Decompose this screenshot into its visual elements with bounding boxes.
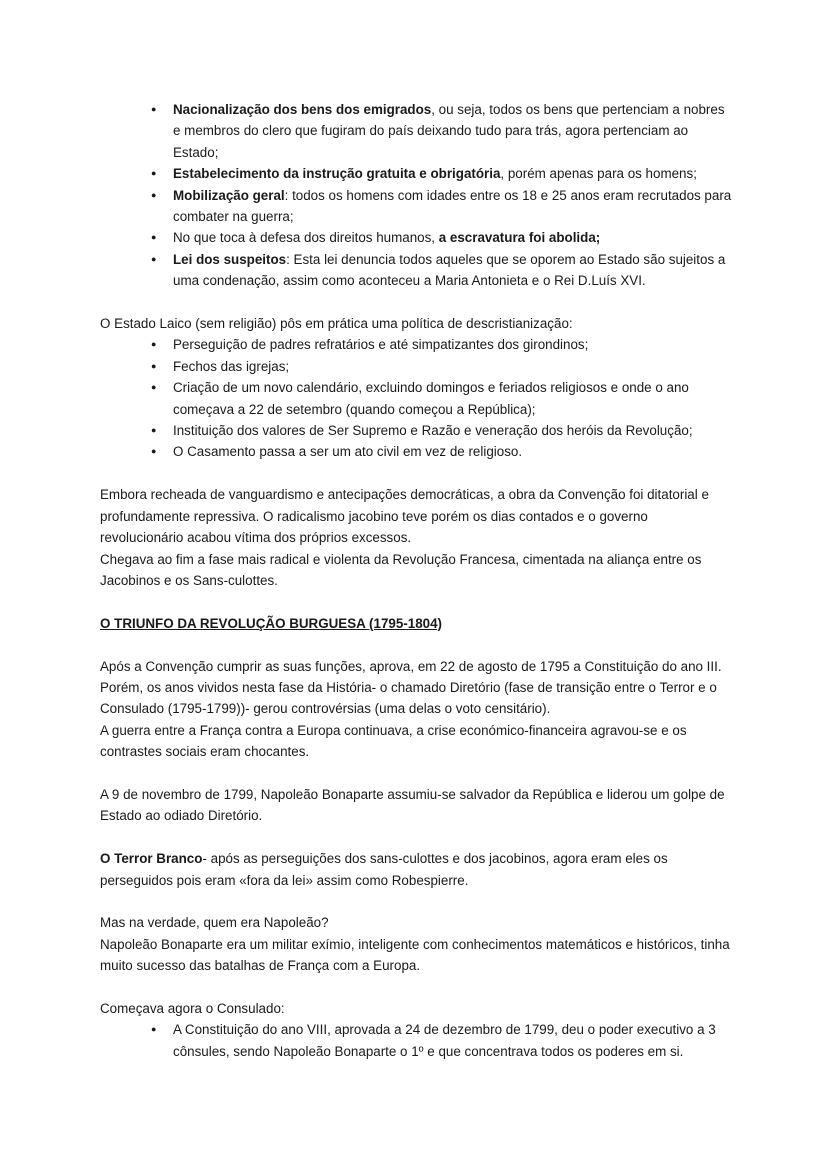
terror-branco-bold: O Terror Branco [100, 851, 203, 867]
item-bold: Nacionalização dos bens dos emigrados [173, 102, 432, 117]
paragraph-golpe: A 9 de novembro de 1799, Napoleão Bonaparte assumiu-se salvador da República e liderou um golpe de Estado ao odiado Diretório. [100, 786, 725, 824]
list-item: ● Fechos das igrejas; [173, 356, 732, 377]
item-bold: Lei dos suspeitos [173, 251, 287, 267]
document-body [100, 99, 732, 1062]
item-text: , ou seja, todos os bens que pertenciam a nobres e membros do clero que fugiram do país deixando tudo para trás, agora pertenciam ao Estado; [173, 102, 725, 160]
list-item: ● Criação de um novo calendário, excluindo domingos e feriados religiosos e onde o ano começava a 22 de setembro (quando começou a República); [173, 377, 732, 420]
terror-branco-text: - após as perseguições dos sans-culottes e dos jacobinos, agora eram eles os perseguidos pois eram «fora da lei» assim como Robespierre. [100, 851, 668, 888]
section-heading: O TRIUNFO DA REVOLUÇÃO BURGUESA (1795-1804) [100, 615, 443, 631]
item-text: : todos os homens com idades entre os 18 e 25 anos eram recrutados para combater na guerra; [173, 187, 732, 225]
list-item [173, 163, 732, 184]
list-item: ● Perseguição de padres refratários e até simpatizantes dos girondinos; [173, 334, 732, 355]
list-item [173, 249, 732, 292]
list-item [173, 227, 732, 248]
item-text: , porém apenas para os homens; [500, 166, 697, 182]
paragraph-convencao: Embora recheada de vanguardismo e antecipações democráticas, a obra da Convenção foi ditatorial e profundamente repressiva. O radicalismo jacobino teve porém os dias contados e o governo revolucionário acabou vítima dos próprios excessos. [100, 487, 709, 546]
paragraph-guerra: A guerra entre a França contra a Europa continuava, a crise económico-financeira agravou-se e os contrastes sociais eram chocantes. [100, 722, 687, 760]
list-item: ● A Constituição do ano VIII, aprovada a 24 de dezembro de 1799, deu o poder executivo a 3 cônsules, sendo Napoleão Bonaparte o 1º e que concentrava todos os poderes em si. [173, 1019, 732, 1062]
item-text: : Esta lei denuncia todos aqueles que se oporem ao Estado são sujeitos a uma condenação, assim como aconteceu a Maria Antonieta e o Rei D.Luís XVI. [173, 251, 726, 289]
list-item: ● Instituição dos valores de Ser Supremo e Razão e veneração dos heróis da Revolução; [173, 420, 732, 441]
paragraph-fase: Chegava ao fim a fase mais radical e violenta da Revolução Francesa, cimentada na aliança entre os Jacobinos e os Sans-culottes. [100, 551, 702, 588]
convention-measures-list [173, 99, 732, 292]
consulado-list [173, 1019, 732, 1062]
item-bold: Mobilização geral [173, 187, 285, 203]
consulado-intro: Começava agora o Consulado: [100, 1000, 285, 1016]
list-item: ● O Casamento passa a ser um ato civil em vez de religioso. [173, 441, 732, 462]
item-bold: Estabelecimento da instrução gratuita e obrigatória [173, 166, 501, 182]
list-item [173, 185, 732, 228]
list-item [173, 99, 732, 163]
paragraph-constituicao: Após a Convenção cumprir as suas funções, aprova, em 22 de agosto de 1795 a Constituição do ano III. Porém, os anos vividos nesta fase da História- o chamado Diretório (fase de transição entre o Terror e o Consulado (1795-1799))- gerou controvérsias (uma delas o voto censitário). [100, 658, 722, 717]
paragraph-pergunta: Mas na verdade, quem era Napoleão? [100, 915, 329, 931]
laico-intro: O Estado Laico (sem religião) pôs em prática uma política de descristianização: [100, 316, 573, 332]
item-text: No que toca à defesa dos direitos humanos, [173, 230, 439, 246]
paragraph-terror-branco [100, 848, 732, 891]
dechristianization-list [173, 334, 732, 462]
item-bold: a escravatura foi abolida; [438, 230, 601, 246]
paragraph-napoleao: Napoleão Bonaparte era um militar exímio, inteligente com conhecimentos matemáticos e históricos, tinha muito sucesso das batalhas de França com a Europa. [100, 936, 730, 974]
